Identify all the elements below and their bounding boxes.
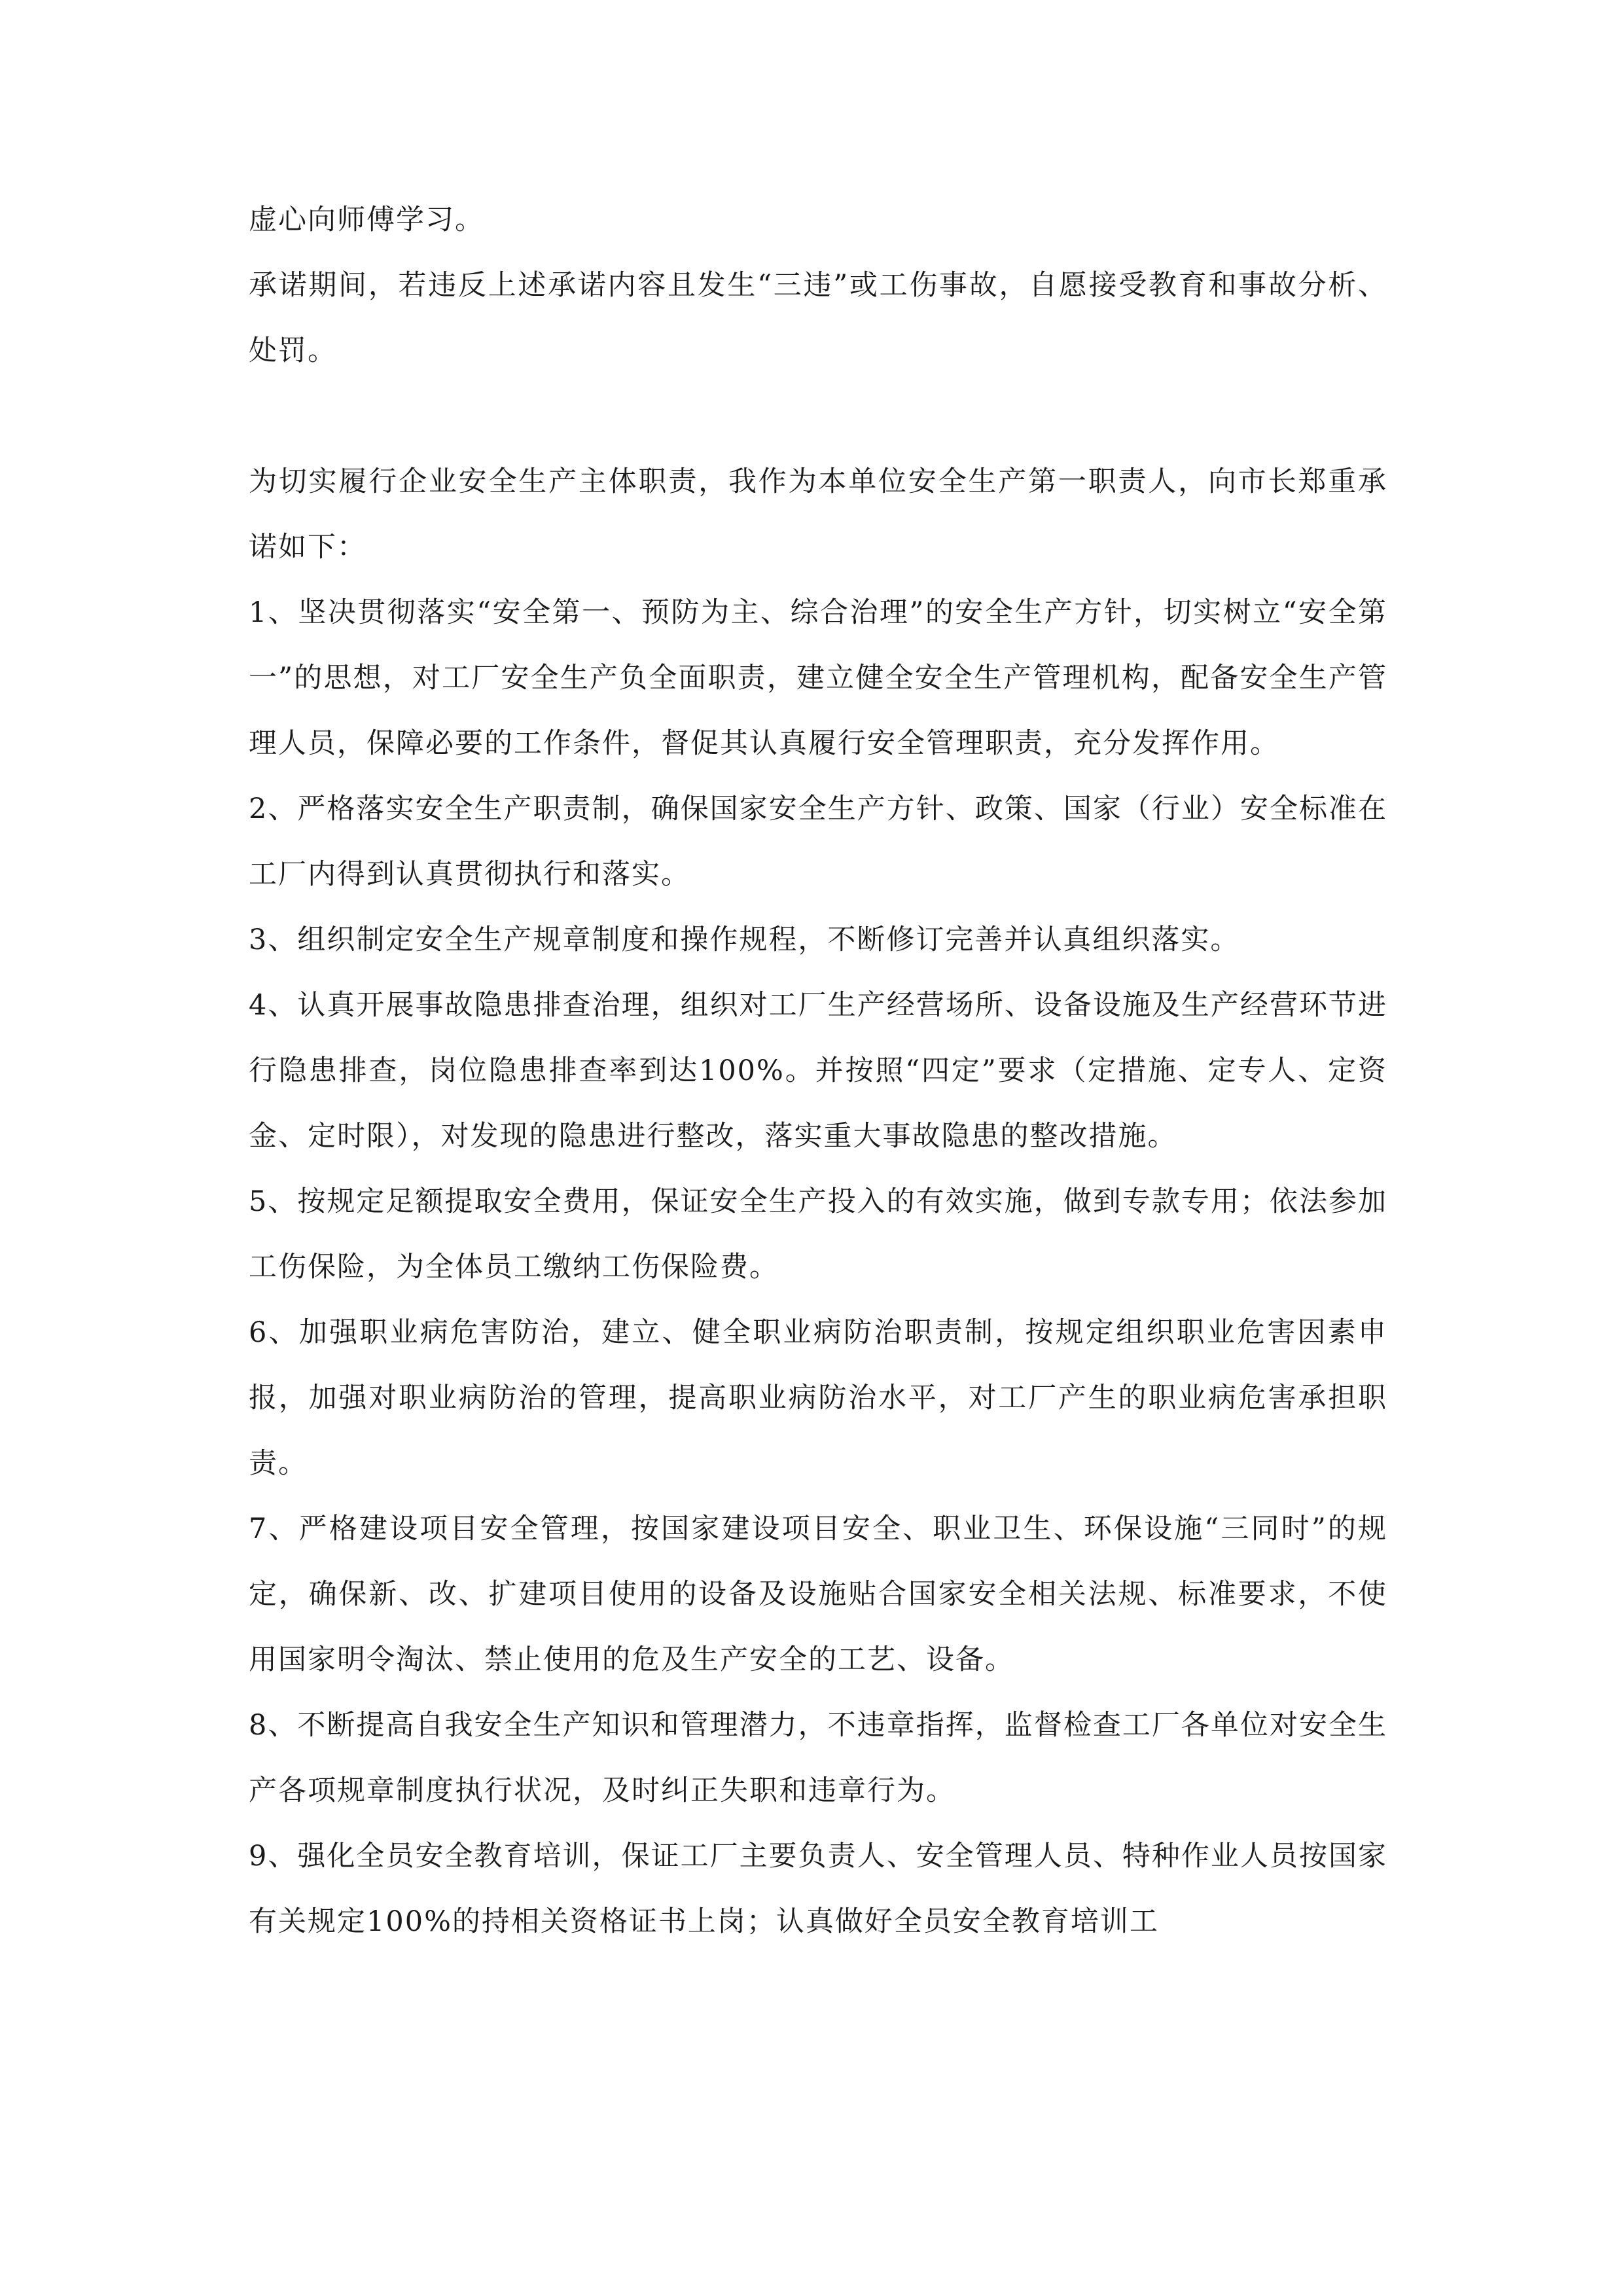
paragraph-item-9: 9、强化全员安全教育培训，保证工厂主要负责人、安全管理人员、特种作业人员按国家有关规定100%的持相关资格证书上岗；认真做好全员安全教育培训工 [249,1840,1387,1938]
paragraph-item-7: 7、严格建设项目安全管理，按国家建设项目安全、职业卫生、环保设施“三同时”的规定，确保新、改、扩建项目使用的设备及设施贴合国家安全相关法规、标准要求，不使用国家明令淘汰、禁止使用的危及生产安全的工艺、设备。 [249,1513,1387,1676]
paragraph-item-4: 4、认真开展事故隐患排查治理，组织对工厂生产经营场所、设备设施及生产经营环节进行隐患排查，岗位隐患排查率到达100%。并按照“四定”要求（定措施、定专人、定资金、定时限），对发现的隐患进行整改，落实重大事故隐患的整改措施。 [249,989,1387,1153]
paragraph-spacer [249,384,1387,449]
paragraph-item-6: 6、加强职业病危害防治，建立、健全职业病防治职责制，按规定组织职业危害因素申报，加强对职业病防治的管理，提高职业病防治水平，对工厂产生的职业病危害承担职责。 [249,1316,1387,1480]
paragraph-learn-from-master: 虚心向师傅学习。 [249,204,484,236]
paragraph-violation-consequence: 承诺期间，若违反上述承诺内容且发生“三违”或工伤事故，自愿接受教育和事故分析、处罚。 [249,269,1387,367]
paragraph-item-1: 1、坚决贯彻落实“安全第一、预防为主、综合治理”的安全生产方针，切实树立“安全第一”的思想，对工厂安全生产负全面职责，建立健全安全生产管理机构，配备安全生产管理人员，保障必要的工作条件，督促其认真履行安全管理职责，充分发挥作用。 [249,596,1387,760]
paragraph-item-3: 3、组织制定安全生产规章制度和操作规程，不断修订完善并认真组织落实。 [249,924,1240,956]
paragraph-item-8: 8、不断提高自我安全生产知识和管理潜力，不违章指挥，监督检查工厂各单位对安全生产各项规章制度执行状况，及时纠正失职和违章行为。 [249,1709,1387,1807]
document-body [249,187,1387,1954]
paragraph-intro-commitment: 为切实履行企业安全生产主体职责，我作为本单位安全生产第一职责人，向市长郑重承诺如下： [249,465,1387,564]
paragraph-item-5: 5、按规定足额提取安全费用，保证安全生产投入的有效实施，做到专款专用；依法参加工伤保险，为全体员工缴纳工伤保险费。 [249,1185,1387,1283]
paragraph-item-2: 2、严格落实安全生产职责制，确保国家安全生产方针、政策、国家（行业）安全标准在工厂内得到认真贯彻执行和落实。 [249,793,1387,891]
